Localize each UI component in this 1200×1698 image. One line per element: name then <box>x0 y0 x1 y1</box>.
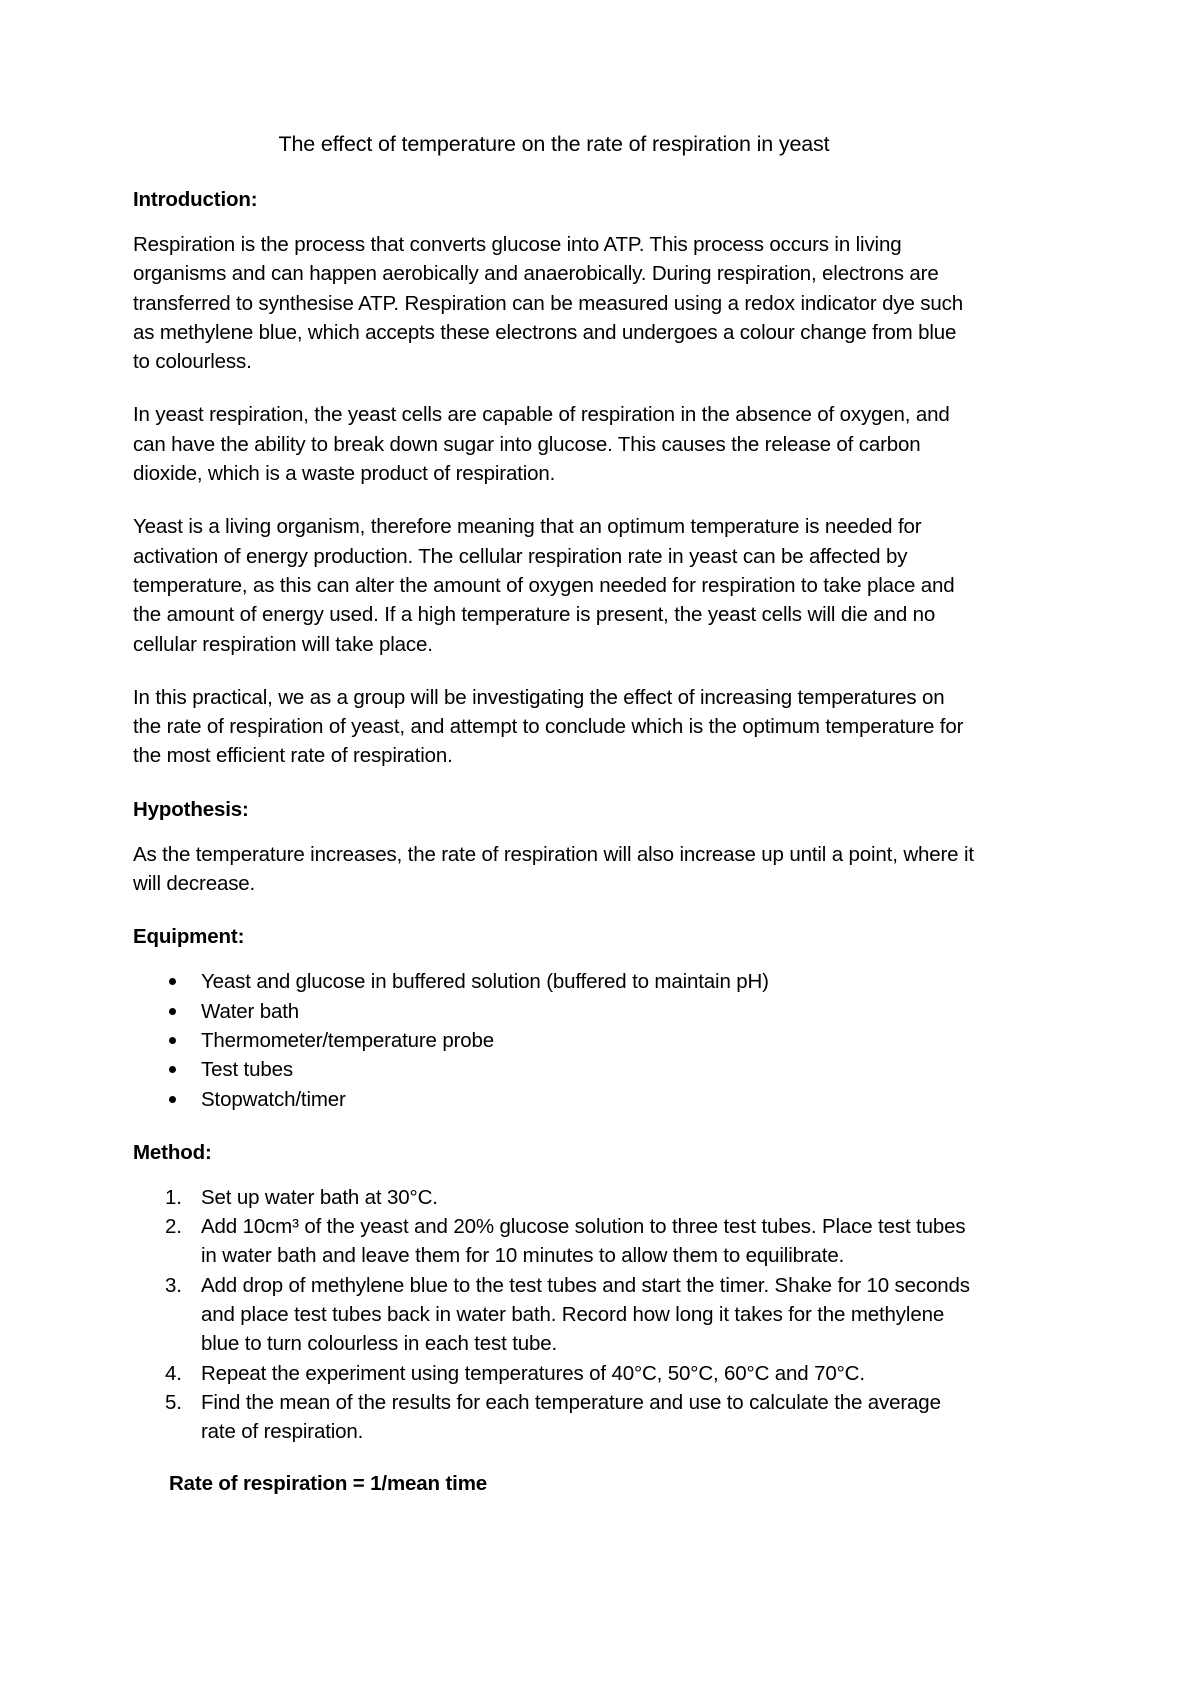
bullet-icon <box>169 978 176 985</box>
step-number: 1. <box>165 1185 182 1209</box>
bullet-icon <box>169 1037 176 1044</box>
equipment-item-label: Test tubes <box>201 1058 293 1082</box>
bullet-icon <box>169 1066 176 1073</box>
rate-formula: Rate of respiration = 1/mean time <box>169 1471 488 1495</box>
list-item <box>133 1271 975 1359</box>
list-item <box>133 1183 975 1212</box>
method-step-text: Find the mean of the results for each temperature and use to calculate the average rate of respiration. <box>201 1390 941 1444</box>
introduction-paragraph-2: In yeast respiration, the yeast cells are capable of respiration in the absence of oxygen, and can have the ability to break down sugar into glucose. This causes the release of carbon dioxide, which is a waste product of respiration. <box>133 403 950 486</box>
step-number: 4. <box>165 1361 182 1385</box>
equipment-item-label: Yeast and glucose in buffered solution (buffered to maintain pH) <box>201 970 769 994</box>
list-item <box>133 1388 975 1447</box>
list-item <box>133 1085 975 1114</box>
step-number: 5. <box>165 1390 182 1414</box>
method-step-text: Add drop of methylene blue to the test tubes and start the timer. Shake for 10 seconds and place test tubes back in water bath. Record how long it takes for the methylene blue to turn colourless in each test tube. <box>201 1273 970 1356</box>
introduction-paragraph-1: Respiration is the process that converts glucose into ATP. This process occurs in living organisms and can happen aerobically and anaerobically. During respiration, electrons are transferred to synthesise ATP. Respiration can be measured using a redox indicator dye such as methylene blue, which accepts these electrons and undergoes a colour change from blue to colourless. <box>133 233 963 374</box>
equipment-item-label: Thermometer/temperature probe <box>201 1028 495 1052</box>
list-item <box>133 1055 975 1084</box>
step-number: 3. <box>165 1273 182 1297</box>
method-step-text: Add 10cm³ of the yeast and 20% glucose solution to three test tubes. Place test tubes in water bath and leave them for 10 minutes to allow them to equilibrate. <box>201 1215 966 1268</box>
step-number: 2. <box>165 1215 182 1239</box>
bullet-icon <box>169 1008 176 1015</box>
list-item <box>133 1212 975 1271</box>
method-step-text: Repeat the experiment using temperatures of 40°C, 50°C, 60°C and 70°C. <box>201 1361 865 1385</box>
equipment-list <box>133 967 975 1113</box>
equipment-item-label: Stopwatch/timer <box>201 1087 346 1111</box>
bullet-icon <box>169 1096 176 1103</box>
method-list <box>133 1183 975 1447</box>
list-item <box>133 997 975 1026</box>
hypothesis-paragraph: As the temperature increases, the rate of respiration will also increase up until a point, where it will decrease. <box>133 842 974 896</box>
introduction-heading: Introduction: <box>133 188 258 211</box>
method-step-text: Set up water bath at 30°C. <box>201 1185 438 1209</box>
page-title: The effect of temperature on the rate of respiration in yeast <box>278 132 830 156</box>
equipment-heading: Equipment: <box>133 925 245 949</box>
method-heading: Method: <box>133 1140 212 1164</box>
list-item <box>133 967 975 996</box>
introduction-paragraph-3: Yeast is a living organism, therefore meaning that an optimum temperature is needed for activation of energy production. The cellular respiration rate in yeast can be affected by temperature, as this can alter the amount of oxygen needed for respiration to take place and the amount of energy used. If a high temperature is present, the yeast cells will die and no cellular respiration will take place. <box>133 515 955 656</box>
list-item <box>133 1026 975 1055</box>
document-body <box>133 130 975 1498</box>
equipment-item-label: Water bath <box>201 999 300 1023</box>
hypothesis-heading: Hypothesis: <box>133 797 249 821</box>
introduction-paragraph-4: In this practical, we as a group will be investigating the effect of increasing temperatures on the rate of respiration of yeast, and attempt to conclude which is the optimum temperature for the most efficient rate of respiration. <box>133 685 964 768</box>
list-item <box>133 1359 975 1388</box>
